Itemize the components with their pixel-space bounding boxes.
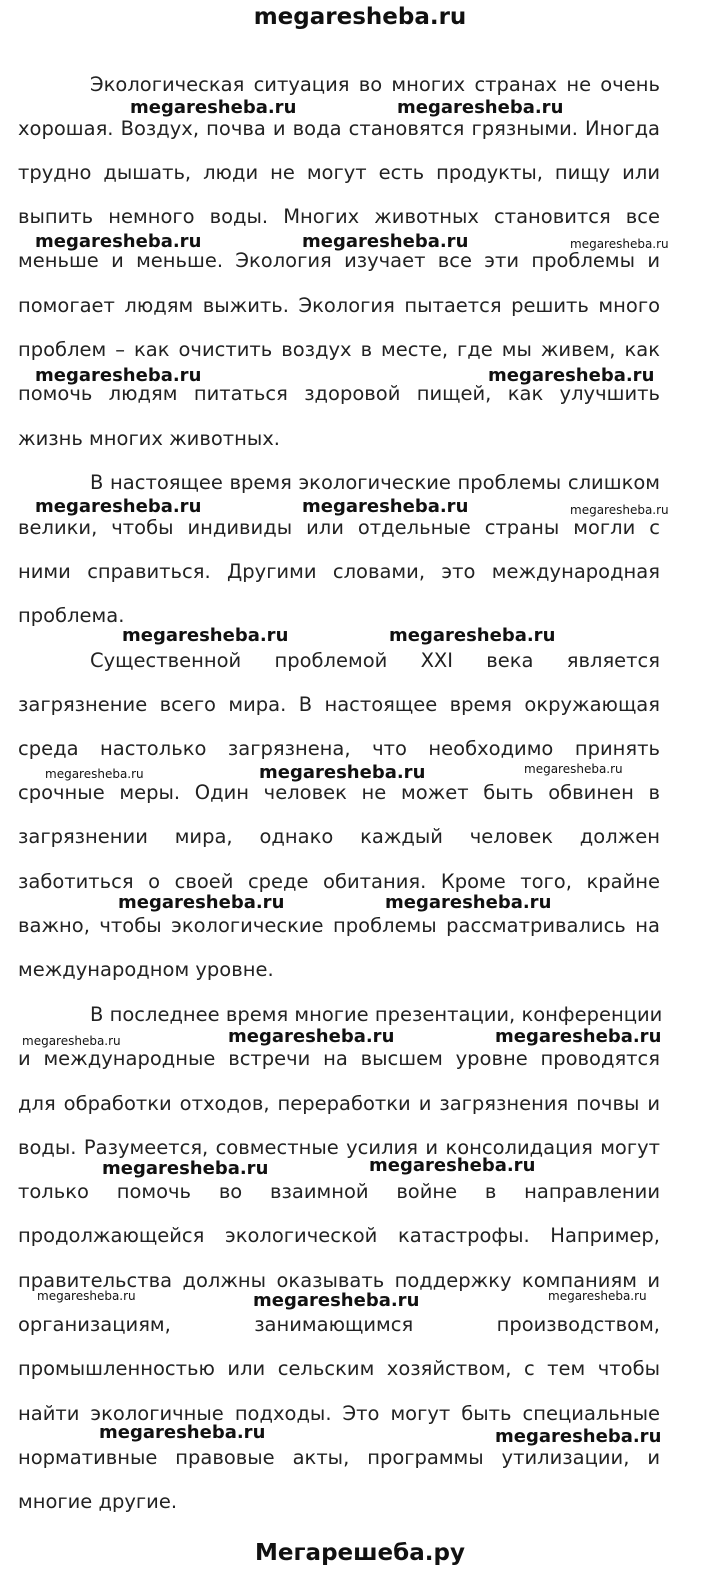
text-line: только помочь во взаимной войне в направлении bbox=[18, 1180, 660, 1203]
text-line: проблем – как очистить воздух в месте, где мы живем, как bbox=[18, 338, 660, 361]
site-footer: Мегарешеба.ру bbox=[255, 1540, 465, 1566]
text-line: загрязнение всего мира. В настоящее время окружающая bbox=[18, 693, 660, 716]
text-line: Экологическая ситуация во многих странах не очень bbox=[90, 73, 660, 96]
watermark: megaresheba.ru bbox=[495, 1426, 662, 1447]
text-line: важно, чтобы экологические проблемы рассматривались на bbox=[18, 914, 660, 937]
text-line: организациям, занимающимся производством, bbox=[18, 1313, 660, 1336]
text-line: для обработки отходов, переработки и загрязнения почвы и bbox=[18, 1092, 660, 1115]
watermark: megaresheba.ru bbox=[495, 1026, 662, 1047]
watermark: megaresheba.ru bbox=[102, 1158, 269, 1179]
text-line: помочь людям питаться здоровой пищей, как улучшить bbox=[18, 382, 660, 405]
watermark: megaresheba.ru bbox=[302, 496, 469, 517]
watermark: megaresheba.ru bbox=[385, 892, 552, 913]
watermark-small: megaresheba.ru bbox=[45, 767, 144, 781]
text-line: Существенной проблемой XXI века является bbox=[90, 649, 660, 672]
watermark-small: megaresheba.ru bbox=[524, 762, 623, 776]
watermark: megaresheba.ru bbox=[99, 1422, 266, 1443]
text-line: В настоящее время экологические проблемы слишком bbox=[90, 471, 660, 494]
text-line: продолжающейся экологической катастрофы. Например, bbox=[18, 1224, 660, 1247]
text-line: меньше и меньше. Экология изучает все эти проблемы и bbox=[18, 249, 660, 272]
text-line: велики, чтобы индивиды или отдельные страны могли с bbox=[18, 516, 660, 539]
watermark: megaresheba.ru bbox=[369, 1155, 536, 1176]
text-line: срочные меры. Один человек не может быть обвинен в bbox=[18, 781, 660, 804]
text-line: правительства должны оказывать поддержку компаниям и bbox=[18, 1269, 660, 1292]
watermark-small: megaresheba.ru bbox=[570, 503, 669, 517]
text-line: найти экологичные подходы. Это могут быть специальные bbox=[18, 1402, 660, 1425]
watermark: megaresheba.ru bbox=[35, 365, 202, 386]
text-line: трудно дышать, люди не могут есть продукты, пищу или bbox=[18, 161, 660, 184]
watermark: megaresheba.ru bbox=[130, 97, 297, 118]
watermark-small: megaresheba.ru bbox=[37, 1289, 136, 1303]
text-line: многие другие. bbox=[18, 1490, 178, 1513]
text-line: выпить немного воды. Многих животных становится все bbox=[18, 205, 660, 228]
text-line: воды. Разумеется, совместные усилия и консолидация могут bbox=[18, 1136, 660, 1159]
watermark-small: megaresheba.ru bbox=[570, 237, 669, 251]
watermark-small: megaresheba.ru bbox=[548, 1289, 647, 1303]
watermark: megaresheba.ru bbox=[122, 625, 289, 646]
text-line: международном уровне. bbox=[18, 958, 274, 981]
watermark: megaresheba.ru bbox=[488, 365, 655, 386]
watermark: megaresheba.ru bbox=[253, 1290, 420, 1311]
text-line: среда настолько загрязнена, что необходимо принять bbox=[18, 737, 660, 760]
text-line: В последнее время многие презентации, конференции bbox=[90, 1003, 663, 1026]
text-line: загрязнении мира, однако каждый человек должен bbox=[18, 825, 660, 848]
text-line: промышленностью или сельским хозяйством, с тем чтобы bbox=[18, 1357, 660, 1380]
watermark: megaresheba.ru bbox=[35, 496, 202, 517]
watermark: megaresheba.ru bbox=[228, 1026, 395, 1047]
text-line: заботиться о своей среде обитания. Кроме того, крайне bbox=[18, 870, 660, 893]
text-line: жизнь многих животных. bbox=[18, 427, 281, 450]
text-line: и международные встречи на высшем уровне проводятся bbox=[18, 1047, 660, 1070]
watermark-small: megaresheba.ru bbox=[22, 1034, 121, 1048]
watermark: megaresheba.ru bbox=[302, 231, 469, 252]
text-line: хорошая. Воздух, почва и вода становятся грязными. Иногда bbox=[18, 117, 660, 140]
watermark: megaresheba.ru bbox=[397, 97, 564, 118]
watermark: megaresheba.ru bbox=[259, 762, 426, 783]
text-line: нормативные правовые акты, программы утилизации, и bbox=[18, 1446, 660, 1469]
text-line: проблема. bbox=[18, 604, 125, 627]
watermark: megaresheba.ru bbox=[389, 625, 556, 646]
site-header: megaresheba.ru bbox=[253, 4, 467, 30]
text-line: помогает людям выжить. Экология пытается решить много bbox=[18, 294, 660, 317]
text-line: ними справиться. Другими словами, это международная bbox=[18, 560, 660, 583]
watermark: megaresheba.ru bbox=[118, 892, 285, 913]
watermark: megaresheba.ru bbox=[35, 231, 202, 252]
